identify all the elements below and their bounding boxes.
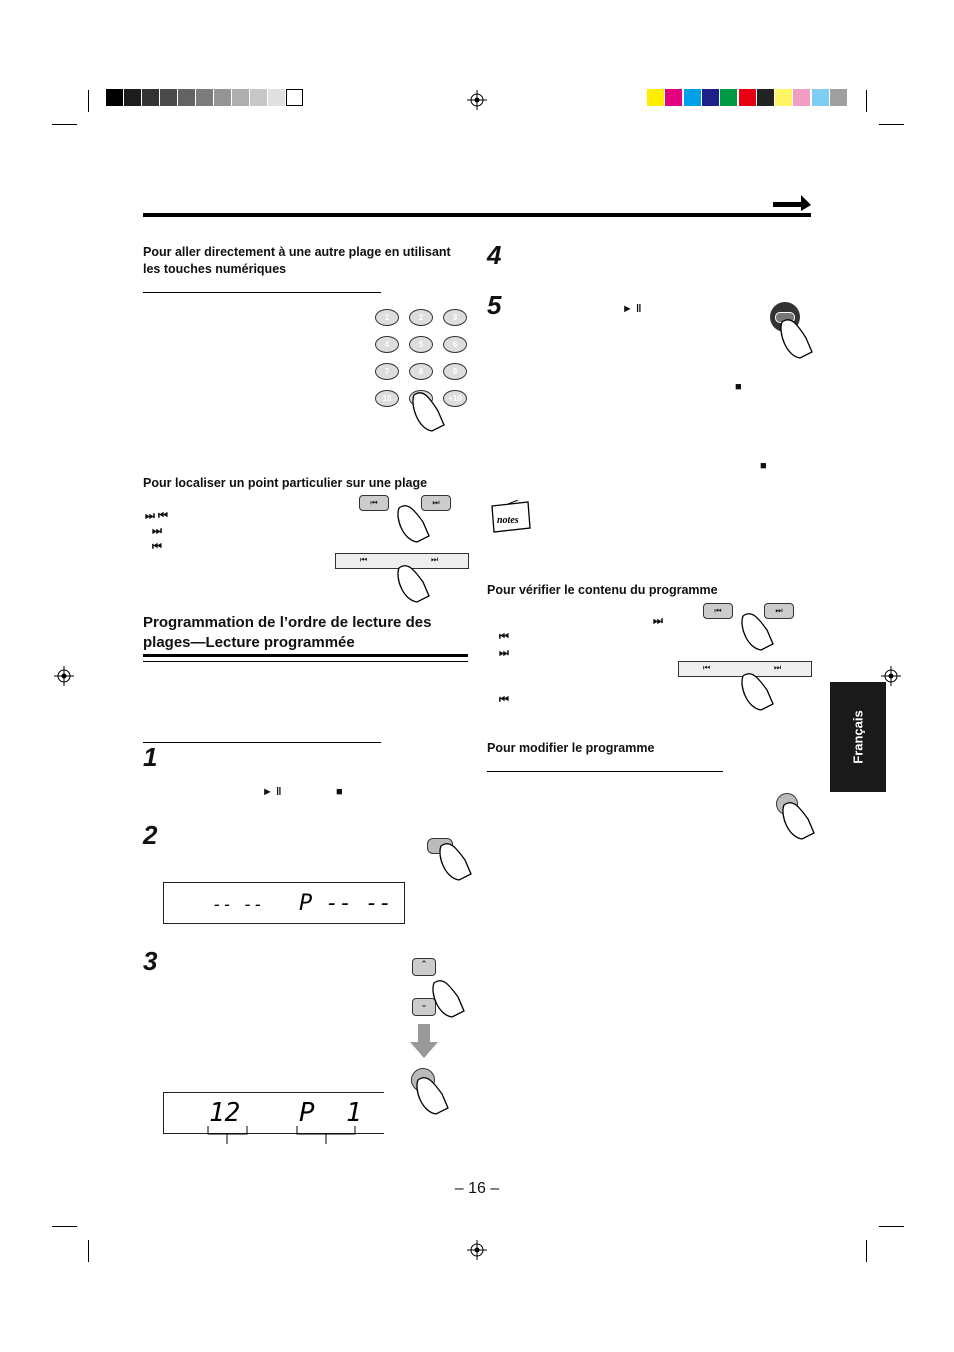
step-number-1: 1 (143, 742, 158, 772)
gray-swatch (196, 89, 213, 106)
direct-access-heading: Pour aller directement à une autre plage en utilisant les touches numériques (143, 245, 451, 276)
display-track-blank: -- -- (212, 895, 264, 915)
next-glyph: ⏭ (499, 647, 509, 659)
step-number-2: 2 (143, 820, 158, 850)
registration-target-icon (467, 1240, 487, 1260)
number-key[interactable]: 8 (409, 363, 433, 380)
color-swatch (702, 89, 719, 106)
color-swatch (665, 89, 682, 106)
number-key[interactable]: 3 (443, 309, 467, 326)
prev-glyph: ⏮ (499, 631, 509, 643)
header-rule (143, 213, 811, 217)
program-heading-line2: plages—Lecture programmée (143, 634, 355, 651)
color-swatch (793, 89, 810, 106)
gray-swatch (160, 89, 177, 106)
registration-target-icon (467, 90, 487, 110)
lcd-display-empty (163, 882, 405, 924)
crop-mark (866, 90, 867, 112)
finger-icon (412, 1072, 452, 1116)
finger-icon (737, 668, 777, 712)
color-swatch (830, 89, 847, 106)
gray-swatch (232, 89, 249, 106)
play-pause-glyph: ► ‖ (262, 786, 282, 798)
next-button[interactable]: ⏭ (421, 495, 451, 511)
crop-mark (866, 1240, 867, 1262)
section-rule (143, 742, 381, 743)
gray-swatch (268, 89, 285, 106)
next-button[interactable]: ⏭ (764, 603, 794, 619)
program-heading-rule (143, 654, 468, 662)
finger-icon (408, 385, 448, 433)
step-number-3: 3 (143, 946, 158, 976)
number-key[interactable]: 10 (375, 390, 399, 407)
language-tab (830, 682, 886, 792)
crop-mark (879, 1226, 904, 1227)
number-key[interactable]: +10 (443, 390, 467, 407)
color-swatch (720, 89, 737, 106)
crop-mark (879, 124, 904, 125)
color-swatch (647, 89, 664, 106)
program-heading-line1: Programmation de l’ordre de lecture des (143, 614, 432, 631)
skip-glyphs: ⏭ ⏮ (145, 510, 168, 522)
notes-label: notes (497, 515, 519, 526)
display-program-number: P 1 (299, 1098, 362, 1128)
down-arrow-icon (410, 1024, 438, 1058)
locate-heading: Pour localiser un point particulier sur une plage (143, 476, 428, 490)
gray-swatch (124, 89, 141, 106)
crop-mark (52, 124, 77, 125)
section-rule (487, 771, 723, 772)
number-key[interactable]: 2 (409, 309, 433, 326)
finger-icon (393, 500, 433, 544)
gray-swatch (142, 89, 159, 106)
crop-mark (88, 90, 89, 112)
number-key[interactable]: 7 (375, 363, 399, 380)
play-pause-glyph: ► ‖ (622, 303, 642, 315)
gray-swatch (286, 89, 303, 106)
skip-bar[interactable]: ⏮ ⏭ (335, 553, 469, 569)
finger-icon (776, 312, 816, 360)
color-swatch (812, 89, 829, 106)
gray-swatch (214, 89, 231, 106)
language-tab-label: Français (850, 710, 866, 764)
finger-icon (737, 608, 777, 652)
gray-swatch (178, 89, 195, 106)
notes-icon (488, 500, 532, 534)
next-glyph: ⏭ (653, 615, 663, 627)
gray-swatch (250, 89, 267, 106)
prev-glyph: ⏮ (499, 694, 509, 706)
number-key[interactable]: 5 (409, 336, 433, 353)
number-key[interactable]: 6 (443, 336, 467, 353)
stop-glyph: ■ (760, 460, 767, 472)
skip-bar[interactable]: ⏮ ⏭ (678, 661, 812, 677)
step-number-4: 4 (487, 240, 502, 270)
modify-program-heading: Pour modifier le programme (487, 741, 655, 755)
finger-icon (428, 975, 468, 1019)
right-arrow-icon (773, 193, 811, 211)
prev-button[interactable]: ⏮ (359, 495, 389, 511)
finger-icon (778, 797, 818, 841)
number-key[interactable]: 1 (375, 309, 399, 326)
prev-glyph: ⏮ (152, 541, 162, 553)
stop-glyph: ■ (735, 381, 742, 393)
page-number: – 16 – (454, 1180, 500, 1197)
finger-icon (435, 838, 475, 882)
display-track-number: 12 (209, 1098, 241, 1128)
program-heading (143, 613, 473, 653)
crop-mark (52, 1226, 77, 1227)
step-number-5: 5 (487, 290, 502, 320)
number-key[interactable]: 4 (375, 336, 399, 353)
up-button[interactable]: ⌃ (412, 958, 436, 976)
stop-glyph: ■ (336, 786, 343, 798)
color-swatch (775, 89, 792, 106)
next-glyph: ⏭ (152, 525, 162, 537)
registration-target-icon (54, 666, 74, 686)
gray-swatch (106, 89, 123, 106)
bracket-indicator (205, 1124, 365, 1146)
color-swatch (684, 89, 701, 106)
display-program-blank: P -- -- (299, 891, 392, 916)
check-program-heading: Pour vérifier le contenu du programme (487, 583, 718, 597)
down-button[interactable]: ⌄ (412, 998, 436, 1016)
prev-button[interactable]: ⏮ (703, 603, 733, 619)
finger-icon (393, 560, 433, 604)
number-key[interactable]: 9 (443, 363, 467, 380)
color-swatch (739, 89, 756, 106)
section-rule (143, 292, 381, 293)
color-swatch (757, 89, 774, 106)
crop-mark (88, 1240, 89, 1262)
